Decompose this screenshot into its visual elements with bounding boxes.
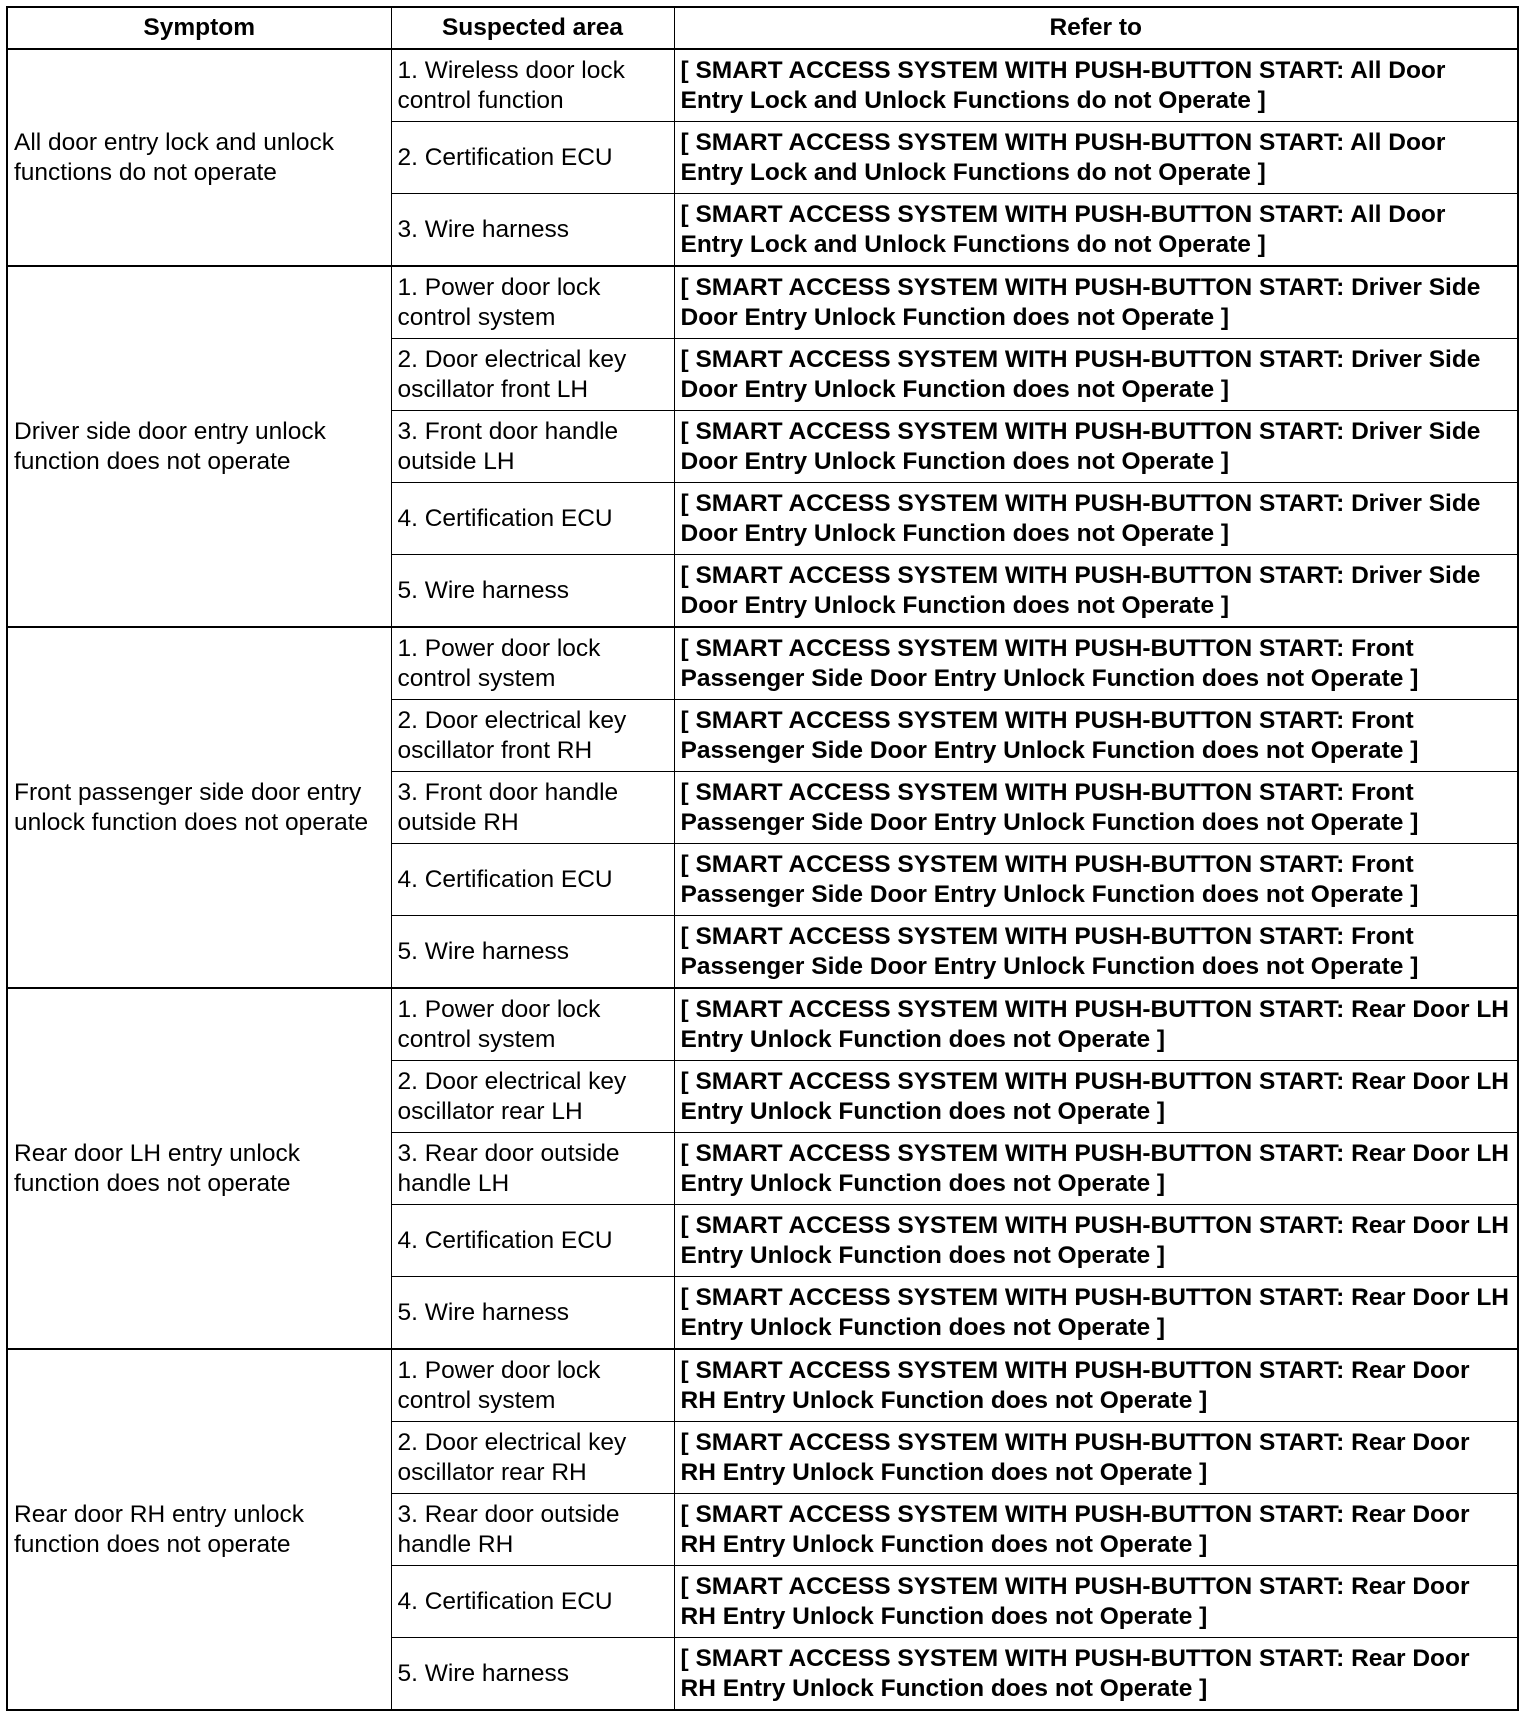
- suspected-area-cell: 3. Rear door outside handle LH: [391, 1133, 674, 1205]
- refer-to-cell: [ SMART ACCESS SYSTEM WITH PUSH-BUTTON START: Rear Door LH Entry Unlock Function does not Operate ]: [674, 1061, 1518, 1133]
- table-row: [7, 49, 1518, 122]
- suspected-area-cell: 4. Certification ECU: [391, 1566, 674, 1638]
- suspected-area-cell: 3. Front door handle outside LH: [391, 411, 674, 483]
- table-header: [7, 7, 1518, 49]
- refer-to-cell: [ SMART ACCESS SYSTEM WITH PUSH-BUTTON START: Rear Door RH Entry Unlock Function does not Operate ]: [674, 1494, 1518, 1566]
- suspected-area-cell: 2. Door electrical key oscillator rear RH: [391, 1422, 674, 1494]
- suspected-area-cell: 5. Wire harness: [391, 555, 674, 628]
- refer-to-cell: [ SMART ACCESS SYSTEM WITH PUSH-BUTTON START: Driver Side Door Entry Unlock Function does not Operate ]: [674, 339, 1518, 411]
- suspected-area-cell: 5. Wire harness: [391, 916, 674, 989]
- refer-to-cell: [ SMART ACCESS SYSTEM WITH PUSH-BUTTON START: Front Passenger Side Door Entry Unlock Function does not Operate ]: [674, 916, 1518, 989]
- refer-to-cell: [ SMART ACCESS SYSTEM WITH PUSH-BUTTON START: Driver Side Door Entry Unlock Function does not Operate ]: [674, 411, 1518, 483]
- suspected-area-cell: 2. Door electrical key oscillator rear LH: [391, 1061, 674, 1133]
- refer-to-cell: [ SMART ACCESS SYSTEM WITH PUSH-BUTTON START: Driver Side Door Entry Unlock Function does not Operate ]: [674, 483, 1518, 555]
- symptom-cell: Front passenger side door entry unlock function does not operate: [7, 627, 391, 988]
- refer-to-cell: [ SMART ACCESS SYSTEM WITH PUSH-BUTTON START: Rear Door RH Entry Unlock Function does not Operate ]: [674, 1566, 1518, 1638]
- suspected-area-cell: 1. Power door lock control system: [391, 988, 674, 1061]
- table-row: [7, 627, 1518, 700]
- refer-to-cell: [ SMART ACCESS SYSTEM WITH PUSH-BUTTON START: Front Passenger Side Door Entry Unlock Function does not Operate ]: [674, 700, 1518, 772]
- refer-to-cell: [ SMART ACCESS SYSTEM WITH PUSH-BUTTON START: Front Passenger Side Door Entry Unlock Function does not Operate ]: [674, 844, 1518, 916]
- suspected-area-cell: 1. Power door lock control system: [391, 627, 674, 700]
- suspected-area-cell: 1. Power door lock control system: [391, 266, 674, 339]
- symptom-cell: Rear door RH entry unlock function does not operate: [7, 1349, 391, 1710]
- suspected-area-cell: 4. Certification ECU: [391, 483, 674, 555]
- troubleshooting-table: [6, 6, 1519, 1711]
- suspected-area-cell: 3. Wire harness: [391, 194, 674, 267]
- suspected-area-cell: 3. Rear door outside handle RH: [391, 1494, 674, 1566]
- header-symptom: Symptom: [7, 7, 391, 49]
- suspected-area-cell: 2. Door electrical key oscillator front LH: [391, 339, 674, 411]
- symptom-cell: All door entry lock and unlock functions do not operate: [7, 49, 391, 266]
- refer-to-cell: [ SMART ACCESS SYSTEM WITH PUSH-BUTTON START: Rear Door RH Entry Unlock Function does not Operate ]: [674, 1349, 1518, 1422]
- suspected-area-cell: 2. Certification ECU: [391, 122, 674, 194]
- header-suspected-area: Suspected area: [391, 7, 674, 49]
- suspected-area-cell: 3. Front door handle outside RH: [391, 772, 674, 844]
- refer-to-cell: [ SMART ACCESS SYSTEM WITH PUSH-BUTTON START: Rear Door LH Entry Unlock Function does not Operate ]: [674, 1133, 1518, 1205]
- suspected-area-cell: 1. Wireless door lock control function: [391, 49, 674, 122]
- suspected-area-cell: 4. Certification ECU: [391, 844, 674, 916]
- refer-to-cell: [ SMART ACCESS SYSTEM WITH PUSH-BUTTON START: Front Passenger Side Door Entry Unlock Function does not Operate ]: [674, 627, 1518, 700]
- suspected-area-cell: 2. Door electrical key oscillator front RH: [391, 700, 674, 772]
- symptom-cell: Rear door LH entry unlock function does not operate: [7, 988, 391, 1349]
- refer-to-cell: [ SMART ACCESS SYSTEM WITH PUSH-BUTTON START: Rear Door LH Entry Unlock Function does not Operate ]: [674, 988, 1518, 1061]
- refer-to-cell: [ SMART ACCESS SYSTEM WITH PUSH-BUTTON START: Rear Door LH Entry Unlock Function does not Operate ]: [674, 1277, 1518, 1350]
- refer-to-cell: [ SMART ACCESS SYSTEM WITH PUSH-BUTTON START: All Door Entry Lock and Unlock Functions do not Operate ]: [674, 194, 1518, 267]
- refer-to-cell: [ SMART ACCESS SYSTEM WITH PUSH-BUTTON START: All Door Entry Lock and Unlock Functions do not Operate ]: [674, 49, 1518, 122]
- refer-to-cell: [ SMART ACCESS SYSTEM WITH PUSH-BUTTON START: Front Passenger Side Door Entry Unlock Function does not Operate ]: [674, 772, 1518, 844]
- refer-to-cell: [ SMART ACCESS SYSTEM WITH PUSH-BUTTON START: Driver Side Door Entry Unlock Function does not Operate ]: [674, 555, 1518, 628]
- table-row: [7, 988, 1518, 1061]
- suspected-area-cell: 5. Wire harness: [391, 1277, 674, 1350]
- refer-to-cell: [ SMART ACCESS SYSTEM WITH PUSH-BUTTON START: Rear Door RH Entry Unlock Function does not Operate ]: [674, 1638, 1518, 1711]
- symptom-cell: Driver side door entry unlock function does not operate: [7, 266, 391, 627]
- table-row: [7, 1349, 1518, 1422]
- suspected-area-cell: 4. Certification ECU: [391, 1205, 674, 1277]
- suspected-area-cell: 5. Wire harness: [391, 1638, 674, 1711]
- refer-to-cell: [ SMART ACCESS SYSTEM WITH PUSH-BUTTON START: Rear Door RH Entry Unlock Function does not Operate ]: [674, 1422, 1518, 1494]
- table-body: [7, 49, 1518, 1710]
- refer-to-cell: [ SMART ACCESS SYSTEM WITH PUSH-BUTTON START: All Door Entry Lock and Unlock Functions do not Operate ]: [674, 122, 1518, 194]
- suspected-area-cell: 1. Power door lock control system: [391, 1349, 674, 1422]
- refer-to-cell: [ SMART ACCESS SYSTEM WITH PUSH-BUTTON START: Rear Door LH Entry Unlock Function does not Operate ]: [674, 1205, 1518, 1277]
- header-refer-to: Refer to: [674, 7, 1518, 49]
- header-row: [7, 7, 1518, 49]
- refer-to-cell: [ SMART ACCESS SYSTEM WITH PUSH-BUTTON START: Driver Side Door Entry Unlock Function does not Operate ]: [674, 266, 1518, 339]
- table-row: [7, 266, 1518, 339]
